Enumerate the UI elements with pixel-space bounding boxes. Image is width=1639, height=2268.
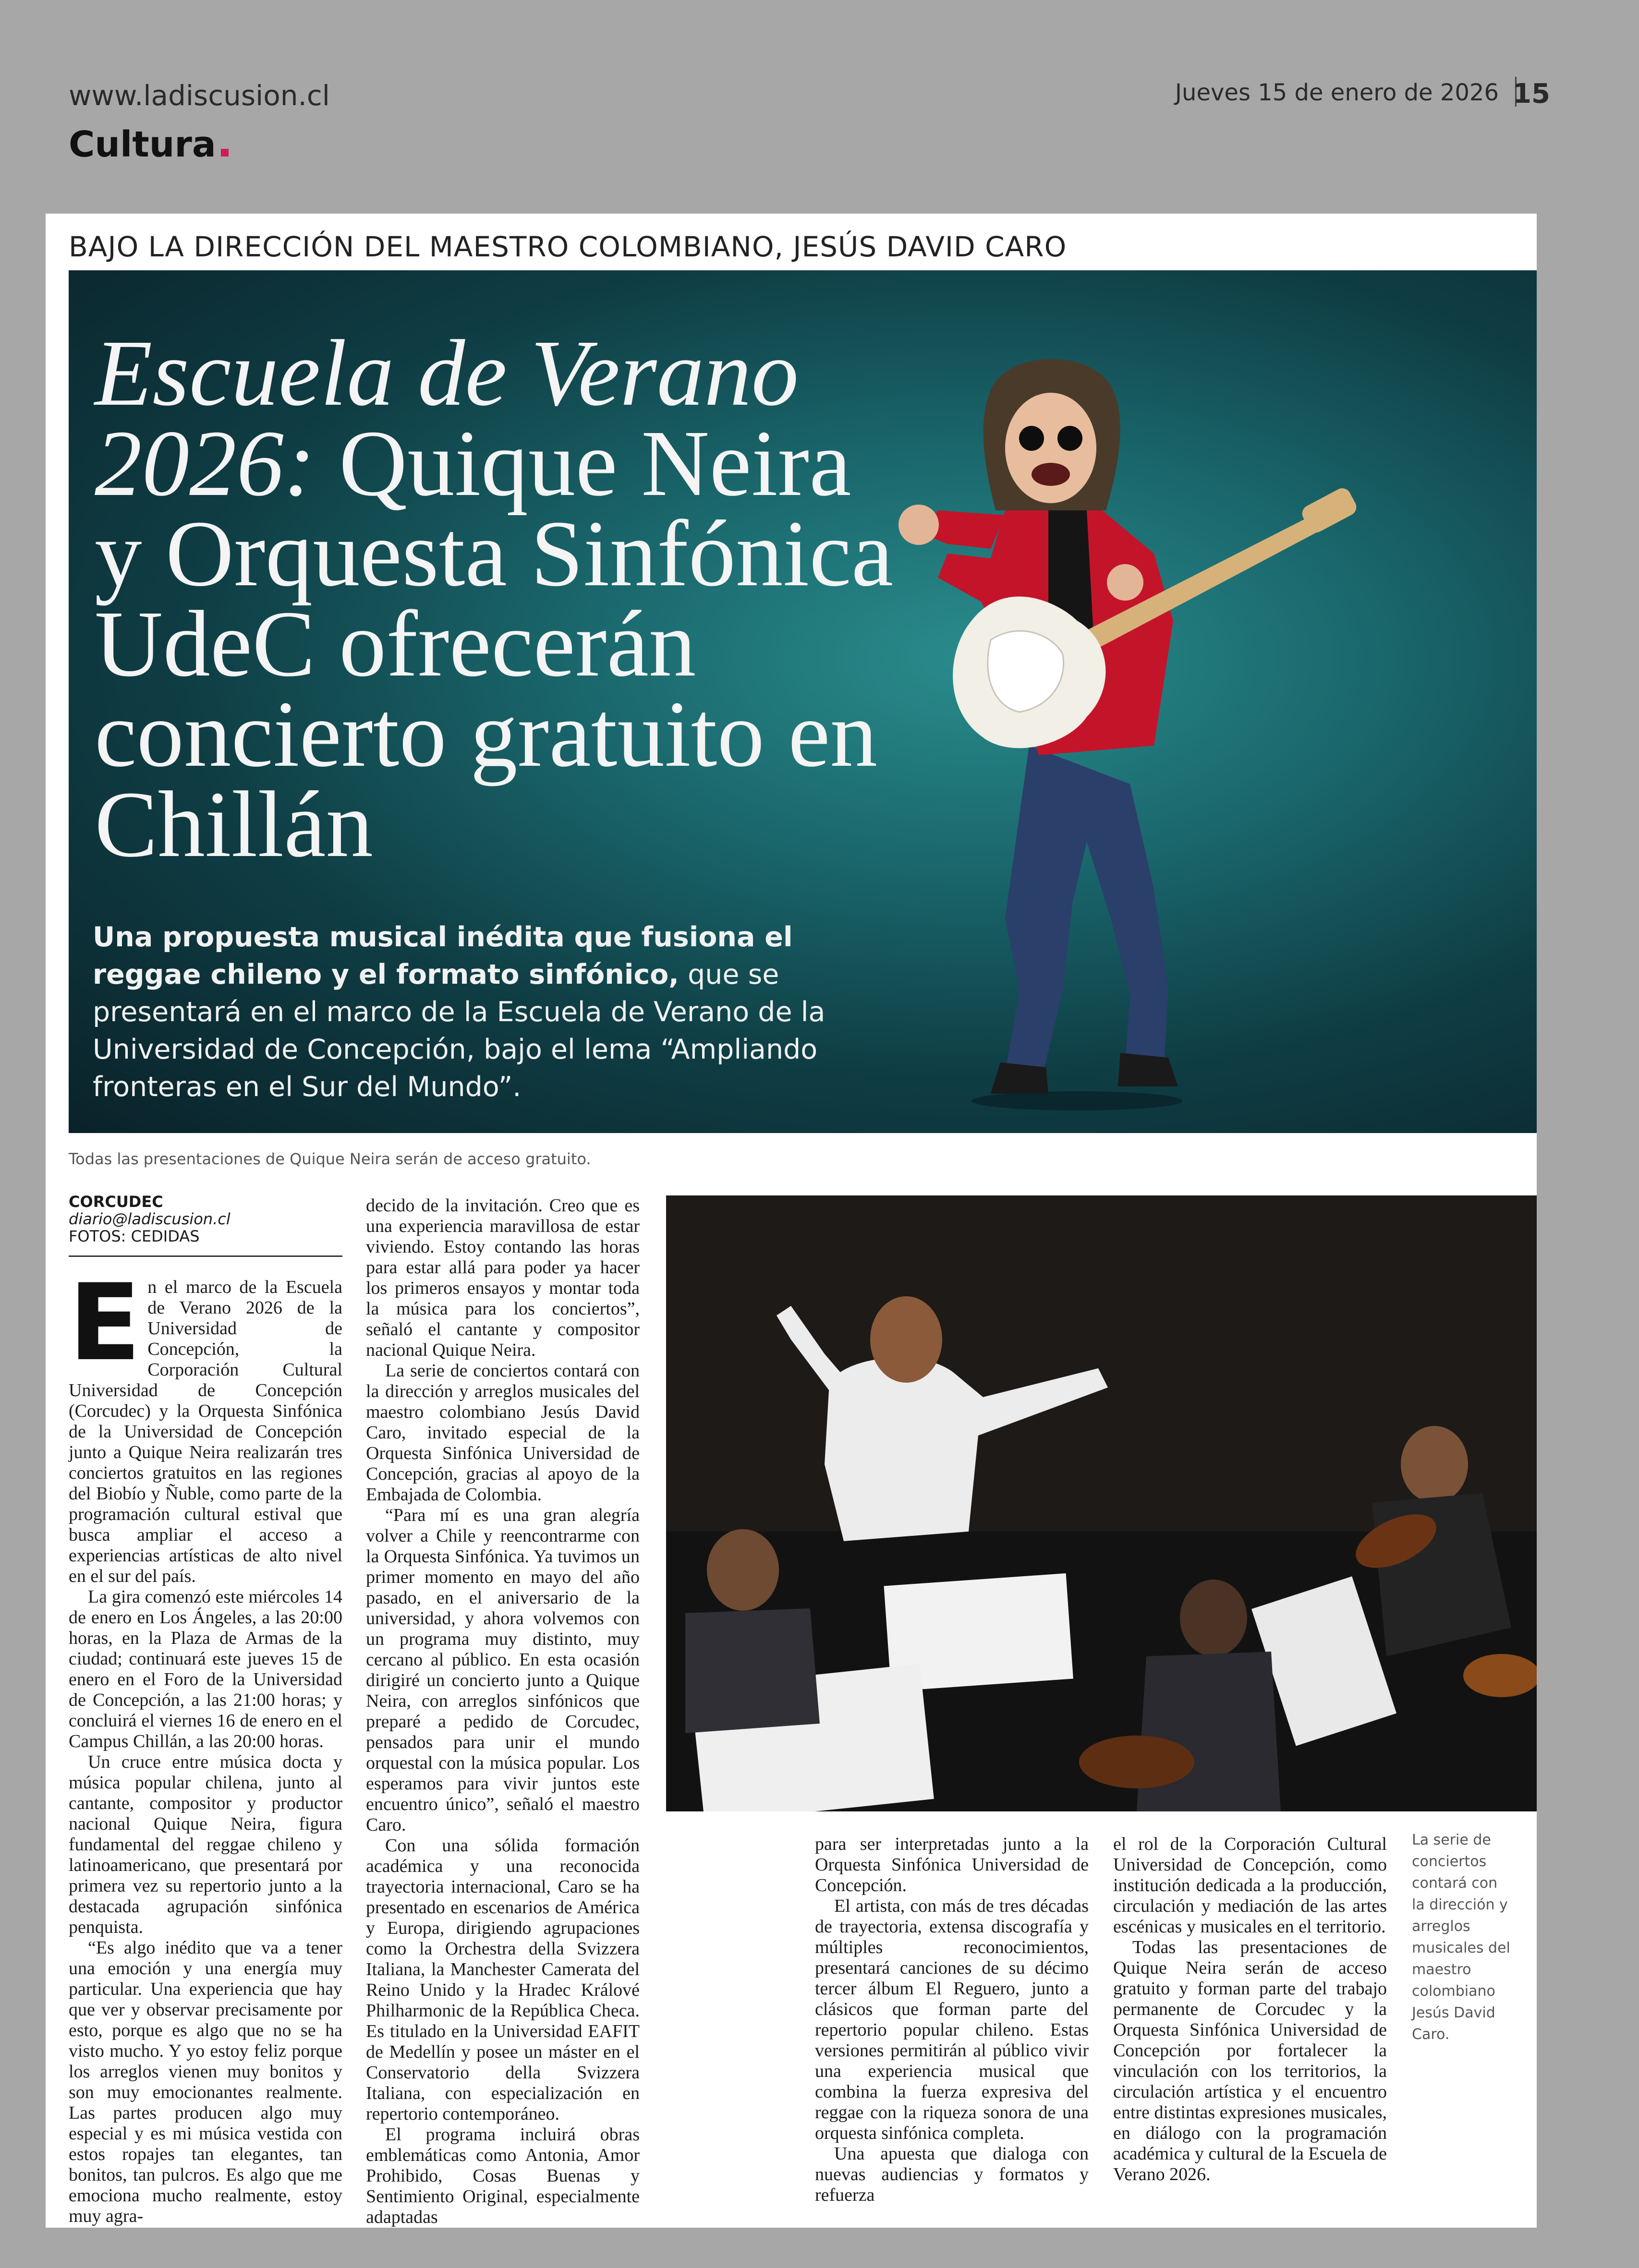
byline-email[interactable]: diario@ladiscusion.cl <box>69 1210 231 1228</box>
paragraph-text: n el marco de la Escuela de Verano 2026 de la Universidad de Concepción, la Corporación Cultural Universidad de Concepción (Corcudec) y la Orquesta Sinfónica de la Universidad de Concepción junto a Quique Neira realizarán tres conciertos gratuitos en las regiones del Biobío y Ñuble, como parte de la programación cultural estival que busca ampliar el acceso a experiencias artísticas de alto nivel en el sur del país. <box>69 1277 342 1586</box>
sunglasses-left <box>1019 426 1044 451</box>
body-paragraph: para ser interpretadas junto a la Orquesta Sinfónica Universidad de Concepción. <box>815 1834 1089 1895</box>
body-paragraph: “Es algo inédito que va a tener una emoción y una energía muy particular. Una experiencia que hay que ver y observar precisamente por esto, porque es algo que no se ha visto mucho. Y yo estoy feliz porque los arreglos vienen muy bonitos y son muy emocionantes realmente. Las partes producen algo muy especial y es mi música vestida con estos ropajes tan elegantes, tan bonitos, tan pulcros. Es algo que me emociona mucho realmente, estoy muy agra- <box>69 1938 342 2226</box>
hero-photo-musician <box>779 352 1404 1110</box>
article-kicker: BAJO LA DIRECCIÓN DEL MAESTRO COLOMBIANO, JESÚS DAVID CARO <box>69 230 1067 263</box>
body-paragraph: Un cruce entre música docta y música popular chilena, junto al cantante, compositor y productor nacional Quique Neira, figura fundamental del reggae chileno y latinoamericano, que presentará por primera vez su repertorio junto a la destacada agrupación sinfónica penquista. <box>69 1752 342 1937</box>
musician-mouth <box>1032 463 1070 486</box>
musician-head <box>1180 1580 1247 1656</box>
deck-bold: Una propuesta musical inédita que fusiona el reggae chileno y el formato sinfónico, <box>93 921 793 990</box>
body-column-2 <box>366 1195 640 2228</box>
section-title <box>69 124 229 165</box>
hero-caption: Todas las presentaciones de Quique Neira serán de acceso gratuito. <box>69 1150 591 1168</box>
body-paragraph: Una apuesta que dialoga con nuevas audiencias y formatos y refuerza <box>815 2144 1089 2205</box>
orchestra-rehearsal-photo <box>666 1195 1537 1811</box>
headline-italic: Escuela de Verano 2026: <box>95 320 799 516</box>
violin <box>1079 1736 1194 1788</box>
byline-divider <box>69 1255 342 1257</box>
musician-face <box>1005 393 1096 503</box>
floor-shadow <box>971 1091 1183 1110</box>
section-accent-dot <box>221 149 229 157</box>
photo-caption: La serie de conciertos contará con la dirección y arreglos musicales del maestro colombiano Jesús David Caro. <box>1412 1832 1510 2043</box>
section-label: Cultura <box>69 124 216 165</box>
body-paragraph: el rol de la Corporación Cultural Universidad de Concepción, como institución dedicada a la producción, circulación y mediación de las artes escénicas y musicales en el territorio. <box>1113 1834 1387 1937</box>
violin <box>1463 1654 1537 1697</box>
drop-cap: E <box>69 1261 141 1384</box>
body-paragraph: El programa incluirá obras emblemáticas como Antonia, Amor Prohibido, Cosas Buenas y Sentimiento Original, especialmente adaptadas <box>366 2124 640 2227</box>
musician-head <box>707 1529 779 1611</box>
body-paragraph <box>69 1261 342 1587</box>
page-number: 15 <box>1513 78 1550 109</box>
byline-photos: FOTOS: CEDIDAS <box>69 1227 200 1245</box>
body-paragraph: “Para mí es una gran alegría volver a Chile y reencontrarme con la Orquesta Sinfónica. Ya tuvimos un primer momento en mayo del año pasado, en el aniversario de la universidad, y ahora volvemos con un programa muy distinto, muy cercano al público. En esta ocasión dirigiré un concierto junto a Quique Neira, con arreglos sinfónicos que preparé a pedido de Corcudec, pensados para unir el mundo orquestal con la música popular. Los esperamos para vivir juntos este encuentro único”, señaló el maestro Caro. <box>366 1505 640 1835</box>
musician-head <box>1401 1426 1468 1503</box>
article-deck <box>93 918 899 1106</box>
hero-banner <box>69 270 1537 1133</box>
musician-legs <box>1005 746 1168 1082</box>
conductor-head <box>870 1296 942 1383</box>
deck-text: que se presentará en el marco de la Escuela de Verano de la Universidad de Concepción, bajo el lema “Ampliando fronteras en el Sur del Mundo”. <box>93 959 826 1103</box>
body-column-3 <box>815 1834 1089 2206</box>
body-column-4 <box>1113 1834 1387 2185</box>
musician-right-hand <box>1107 564 1143 601</box>
body-paragraph: La gira comenzó este miércoles 14 de enero en Los Ángeles, a las 20:00 horas, en la Plaza de Armas de la ciudad; continuará este jueves 15 de enero en el Foro de la Universidad de Concepción, a las 21:00 horas; y concluirá el viernes 16 de enero en el Campus Chillán, a las 20:00 horas. <box>69 1587 342 1751</box>
musician-body <box>1137 1652 1281 1811</box>
body-paragraph: Con una sólida formación académica y una reconocida trayectoria internacional, Caro se ha presentado en escenarios de América y Europa, dirigiendo agrupaciones como la Orchestra della Svizzera Italiana, la Manchester Camerata del Reino Unido y la Hradec Králové Philharmonic de la República Checa. Es titulado en la Universidad EAFIT de Medellín y posee un máster en el Conservatorio della Svizzera Italiana, con especialización en repertorio contemporáneo. <box>366 1835 640 2124</box>
musician-body <box>685 1608 820 1733</box>
body-paragraph: decido de la invitación. Creo que es una experiencia maravillosa de estar viviendo. Estoy contando las horas para estar allá para poder ya hacer los primeros ensayos y montar toda la música para los conciertos”, señaló el cantante y compositor nacional Quique Neira. <box>366 1195 640 1360</box>
body-column-1 <box>69 1261 342 2227</box>
site-url[interactable]: www.ladiscusion.cl <box>69 79 330 112</box>
headline-main: Quique Neira y Orquesta Sinfónica UdeC ofrecerán concierto gratuito en Chillán <box>95 410 894 877</box>
body-paragraph: La serie de conciertos contará con la dirección y arreglos musicales del maestro colombiano Jesús David Caro, invitado especial de la Orquesta Sinfónica Universidad de Concepción, gracias al apoyo de la Embajada de Colombia. <box>366 1361 640 1505</box>
byline <box>69 1193 342 1245</box>
byline-author: CORCUDEC <box>69 1193 163 1211</box>
musician-left-hand <box>898 505 939 545</box>
body-paragraph: El artista, con más de tres décadas de trayectoria, extensa discografía y múltiples reconocimientos, presentará canciones de su décimo tercer álbum El Reguero, junto a clásicos que forman parte del repertorio popular chileno. Estas versiones permitirán al público vivir una experiencia musical que combina la fuerza expresiva del reggae con la riqueza sonora de una orquesta sinfónica completa. <box>815 1896 1089 2143</box>
body-paragraph: Todas las presentaciones de Quique Neira serán de acceso gratuito y forman parte del trabajo permanente de Corcudec y la Orquesta Sinfónica Universidad de Concepción por fortalecer la vinculación con los territorios, la circulación artística y el encuentro entre distintas expresiones musicales, en diálogo con la programación académica y cultural de la Escuela de Verano 2026. <box>1113 1937 1387 2184</box>
issue-date: Jueves 15 de enero de 2026 <box>1175 79 1499 106</box>
sunglasses-right <box>1057 426 1082 451</box>
